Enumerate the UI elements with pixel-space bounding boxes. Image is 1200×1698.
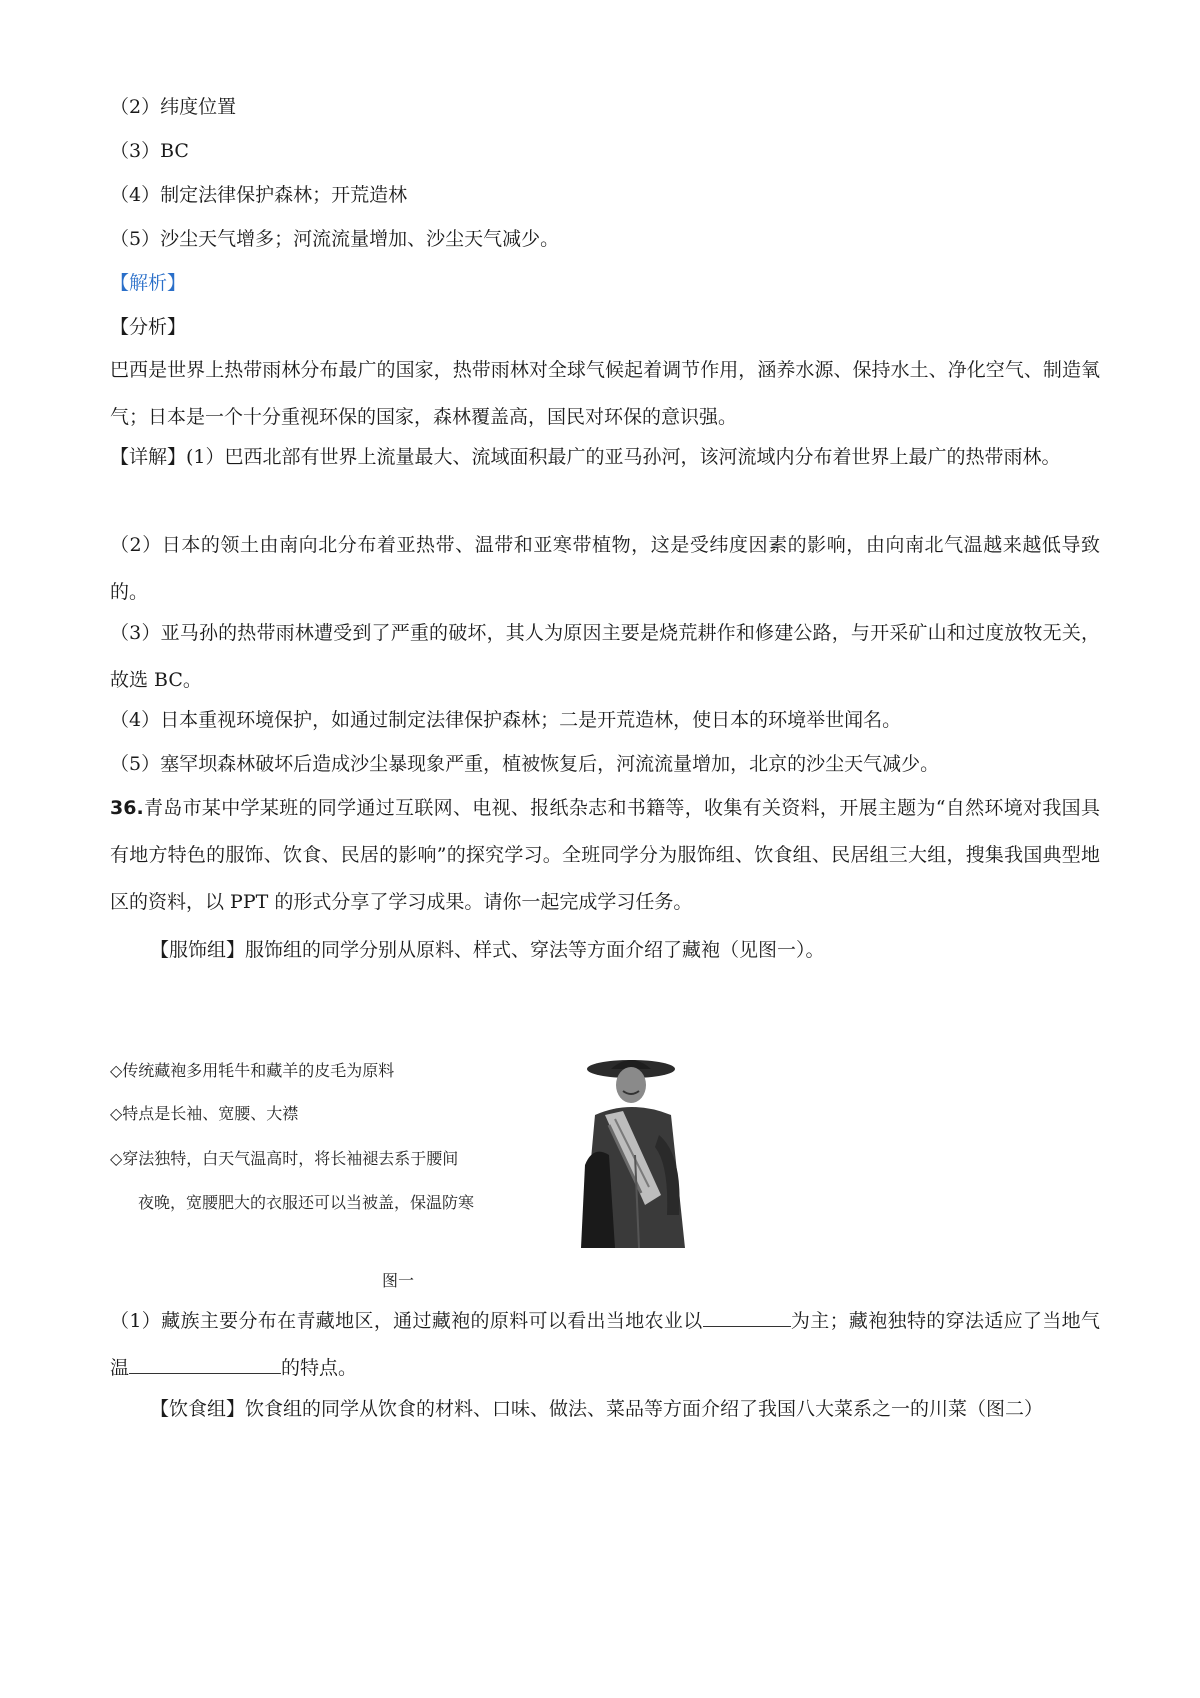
question-number: 36. <box>110 797 144 819</box>
fenxi-paragraph: 巴西是世界上热带雨林分布最广的国家，热带雨林对全球气候起着调节作用，涵养水源、保持水土、净化空气、制造氧气；日本是一个十分重视环保的国家，森林覆盖高，国民对环保的意识强。 <box>110 359 1100 428</box>
question-36 <box>110 785 1100 926</box>
xiangjie-1: 【详解】(1）巴西北部有世界上流量最大、流域面积最广的亚马孙河，该河流域内分布着世界上最广的热带雨林。 <box>110 446 1061 468</box>
fushi-group-intro: 【服饰组】服饰组的同学分别从原料、样式、穿法等方面介绍了藏袍（见图一）。 <box>150 939 825 961</box>
answer-5: （5）沙尘天气增多；河流流量增加、沙尘天气减少。 <box>110 228 560 250</box>
xiangjie-2: （2）日本的领土由南向北分布着亚热带、温带和亚寒带植物，这是受纬度因素的影响，由向南北气温越来越低导致的。 <box>110 534 1100 603</box>
answer-blank-temperature[interactable] <box>129 1353 281 1374</box>
answer-blank-agriculture[interactable] <box>703 1306 791 1327</box>
sub-question-1-part-1: （1）藏族主要分布在青藏地区，通过藏袍的原料可以看出当地农业以 <box>110 1310 703 1332</box>
fenxi-label: 【分析】 <box>110 316 187 338</box>
sub-question-1-part-2: 为主；藏袍独特的穿法适应了当地气温 <box>110 1310 1100 1379</box>
question-text: 青岛市某中学某班的同学通过互联网、电视、报纸杂志和书籍等，收集有关资料，开展主题为“自然环境对我国具有地方特色的服饰、饮食、民居的影响”的探究学习。全班同学分为服饰组、饮食组、民居组三大组，搜集我国典型地区的资料，以 PPT 的形式分享了学习成果。请你一起完成学习任务。 <box>110 797 1100 913</box>
sub-question-1-part-3: 的特点。 <box>281 1357 358 1379</box>
xiangjie-3: （3）亚马孙的热带雨林遭受到了严重的破坏，其人为原因主要是烧荒耕作和修建公路，与开采矿山和过度放牧无关，故选 BC。 <box>110 622 1100 691</box>
figure-1-line-1: ◇传统藏袍多用牦牛和藏羊的皮毛为原料 <box>110 1061 395 1080</box>
figure-1-caption: 图一 <box>382 1271 415 1290</box>
tibetan-robe-photo <box>575 1055 691 1248</box>
yinshi-group-intro <box>110 1386 1100 1433</box>
answer-2: （2）纬度位置 <box>110 96 237 118</box>
figure-1-line-2: ◇特点是长袖、宽腰、大襟 <box>110 1104 299 1123</box>
answer-3: （3）BC <box>110 140 189 162</box>
figure-1-line-3: ◇穿法独特，白天气温高时，将长袖褪去系于腰间 <box>110 1149 459 1168</box>
figure-1-line-4: 夜晚，宽腰肥大的衣服还可以当被盖，保温防寒 <box>138 1193 475 1212</box>
sub-question-1 <box>110 1298 1100 1392</box>
figure-1-text-panel <box>110 1058 590 1236</box>
answer-4: （4）制定法律保护森林；开荒造林 <box>110 184 408 206</box>
xiangjie-4: （4）日本重视环境保护，如通过制定法律保护森林；二是开荒造林，使日本的环境举世闻名。 <box>110 709 902 731</box>
yinshi-text: 【饮食组】饮食组的同学从饮食的材料、口味、做法、菜品等方面介绍了我国八大菜系之一的川菜（图二） <box>150 1398 1044 1420</box>
jiexi-label: 【解析】 <box>110 272 187 294</box>
xiangjie-5: （5）塞罕坝森林破坏后造成沙尘暴现象严重，植被恢复后，河流流量增加，北京的沙尘天气减少。 <box>110 753 940 775</box>
